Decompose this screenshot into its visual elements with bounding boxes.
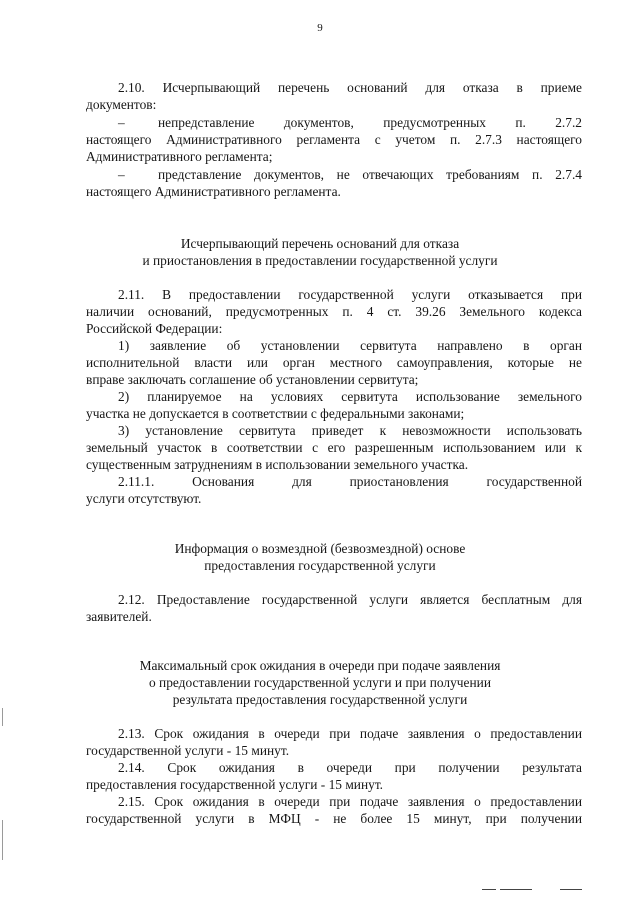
scan-corner-mark [482,889,496,890]
paragraph-line: 2.10. Исчерпывающий перечень оснований для отказа в приеме [118,80,582,95]
list-item-line: вправе заключать соглашение об установлении сервитута; [86,372,419,387]
paragraph-line: 2.11. В предоставлении государственной услуги отказывается при [118,287,582,302]
paragraph-line: настоящего Административного регламента с учетом п. 2.7.3 настоящего [86,132,582,147]
list-item-line: земельный участок в соответствии с его разрешенным использованием или к [86,440,582,455]
scan-corner-mark [500,889,532,890]
list-item-line: 3) установление сервитута приведет к невозможности использовать [118,423,582,438]
list-item-line: существенным затруднениям в использовании земельного участка. [86,457,469,472]
heading-line: Максимальный срок ожидания в очереди при подаче заявления [139,658,501,673]
scan-edge-mark [2,820,3,860]
paragraph-line: наличии оснований, предусмотренных п. 4 ст. 39.26 Земельного кодекса [86,304,582,319]
paragraph-line: 2.14. Срок ожидания в очереди при получении результата [118,760,582,775]
paragraph-line: представление документов, не отвечающих требованиям п. 2.7.4 [158,167,582,182]
scan-edge-mark [2,708,3,726]
paragraph-line: документов: [86,97,157,112]
paragraph-line: 2.15. Срок ожидания в очереди при подаче заявления о предоставлении [118,794,582,809]
list-item-line: 1) заявление об установлении сервитута направлено в орган [118,338,582,353]
paragraph-line: заявителей. [86,609,152,624]
paragraph-line: государственной услуги в МФЦ - не более 15 минут, при получении [86,811,582,826]
list-dash: – [118,115,125,130]
paragraph-line: предоставления государственной услуги - 15 минут. [86,777,384,792]
page-number: 9 [317,22,323,34]
heading-line: Информация о возмездной (безвозмездной) основе [174,541,466,556]
heading-line: и приостановления в предоставлении государственной услуги [142,253,498,268]
heading-line: Исчерпывающий перечень оснований для отказа [180,236,460,251]
paragraph-line: непредставление документов, предусмотренных п. 2.7.2 [158,115,582,130]
paragraph-line: 2.13. Срок ожидания в очереди при подаче заявления о предоставлении [118,726,582,741]
list-dash: – [118,167,125,182]
list-item-line: исполнительной власти или орган местного самоуправления, которые не [86,355,582,370]
list-item-line: участка не допускается в соответствии с федеральными законами; [86,406,465,421]
paragraph-line: 2.12. Предоставление государственной услуги является бесплатным для [118,592,582,607]
list-item-line: 2) планируемое на условиях сервитута использование земельного [118,389,582,404]
heading-line: результата предоставления государственной услуги [172,692,468,707]
scan-corner-mark [560,889,582,890]
paragraph-line: Российской Федерации: [86,321,223,336]
paragraph-line: услуги отсутствуют. [86,491,202,506]
paragraph-line: Административного регламента; [86,149,273,164]
paragraph-line: государственной услуги - 15 минут. [86,743,290,758]
heading-line: о предоставлении государственной услуги и при получении [149,675,491,690]
paragraph-line: настоящего Административного регламента. [86,184,341,199]
heading-line: предоставления государственной услуги [204,558,436,573]
paragraph-line: 2.11.1. Основания для приостановления государственной [118,474,582,489]
